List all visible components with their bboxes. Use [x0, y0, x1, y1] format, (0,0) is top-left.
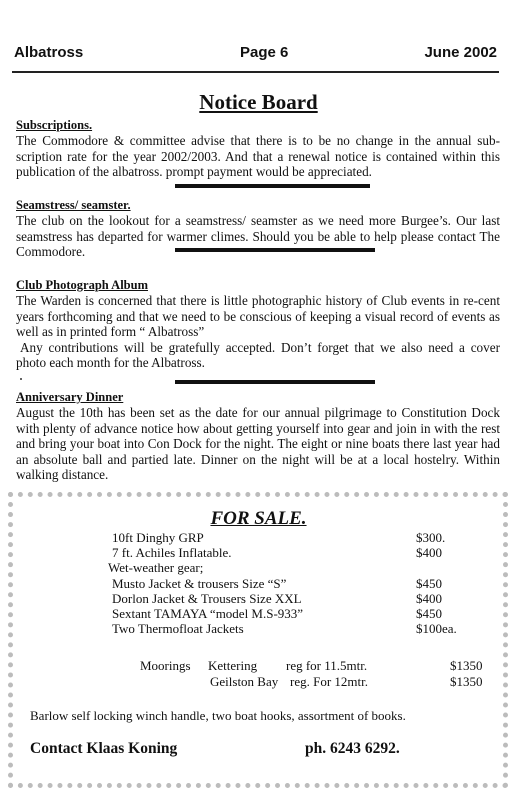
header-divider — [12, 71, 499, 73]
item-name: 10ft Dinghy GRP — [112, 530, 204, 545]
section-heading: Subscriptions. — [16, 118, 93, 132]
mooring-location: Geilston Bay — [210, 674, 279, 689]
list-item — [112, 591, 472, 606]
item-price: $300. — [416, 530, 446, 545]
for-sale-title: FOR SALE. — [210, 508, 307, 529]
notice-board-title: Notice Board — [199, 90, 318, 114]
mooring-description: reg for 11.5mtr. — [286, 658, 368, 673]
list-item — [112, 621, 472, 636]
section-body: The club on the lookout for a seamstress/ seamster as we need more Burgee’s. Our last seamstress has departed for warmer climes. Should you be able to help please contact The Commodore. — [16, 213, 500, 260]
contact-phone: ph. 6243 6292. — [305, 740, 400, 757]
moorings-label: Moorings — [140, 658, 191, 673]
for-sale-list — [108, 530, 472, 637]
photograph-album-section — [16, 278, 500, 371]
mooring-description: reg. For 12mtr. — [290, 674, 368, 689]
item-price: $450 — [416, 575, 442, 591]
contact-name: Contact Klaas Koning — [30, 740, 178, 757]
list-item — [108, 560, 472, 576]
item-price: $400 — [416, 545, 442, 561]
page-number: Page 6 — [240, 44, 289, 61]
list-item — [140, 674, 500, 690]
item-name: Two Thermofloat Jackets — [112, 621, 244, 637]
subscriptions-section — [16, 118, 500, 180]
item-name: Wet-weather gear; — [108, 560, 204, 576]
issue-date: June 2002 — [424, 44, 497, 61]
anniversary-dinner-section — [16, 390, 500, 483]
section-body: August the 10th has been set as the date for our annual pilgrimage to Constitution Dock with plenty of advance notice how about getting yourself into gear and join in with the rest and bring your boat into Con Dock for the night. The eight or nine boats there last year had an absolute ball and partied late. Dinner on the night will be at a local hostelry. Within walking distance. — [16, 405, 500, 483]
section-divider — [175, 184, 370, 188]
section-body: The Warden is concerned that there is little photographic history of Club events in re-cent years forthcoming and that we need to be conscious of keeping a visual record of events as well as in printed form “ Albatross” — [16, 293, 500, 340]
mooring-location: Kettering — [208, 658, 258, 673]
section-divider — [175, 248, 375, 252]
list-item — [112, 545, 472, 560]
mooring-price: $1350 — [450, 658, 483, 673]
stray-mark — [20, 378, 22, 380]
section-heading: Anniversary Dinner — [16, 390, 124, 404]
list-item — [112, 576, 472, 591]
section-heading: Club Photograph Album — [16, 278, 148, 292]
section-divider — [175, 380, 375, 384]
section-body: The Commodore & committee advise that there is to be no change in the annual sub-scription rate for the year 2002/2003. And that a renewal notice is contained within this publication of the albatross. prompt payment would be appreciated. — [16, 133, 500, 180]
publication-name: Albatross — [14, 44, 84, 61]
section-heading: Seamstress/ seamster. — [16, 198, 131, 212]
item-price: $100ea. — [416, 621, 457, 637]
item-name: Musto Jacket & trousers Size “S” — [112, 575, 287, 591]
misc-items: Barlow self locking winch handle, two boat hooks, assortment of books. — [30, 708, 406, 723]
section-body: Any contributions will be gratefully accepted. Don’t forget that we also need a cover photo each month for the Albatross. — [16, 339, 500, 371]
moorings-list — [140, 658, 500, 690]
list-item — [140, 658, 500, 674]
item-name: Sextant TAMAYA “model M.S-933” — [112, 605, 304, 621]
item-price: $400 — [416, 590, 442, 606]
mooring-price: $1350 — [450, 674, 483, 689]
item-name: 7 ft. Achiles Inflatable. — [112, 545, 232, 561]
list-item — [112, 530, 472, 545]
item-price: $450 — [416, 605, 442, 621]
item-name: Dorlon Jacket & Trousers Size XXL — [112, 590, 302, 606]
page-header — [14, 44, 497, 66]
list-item — [112, 606, 472, 621]
